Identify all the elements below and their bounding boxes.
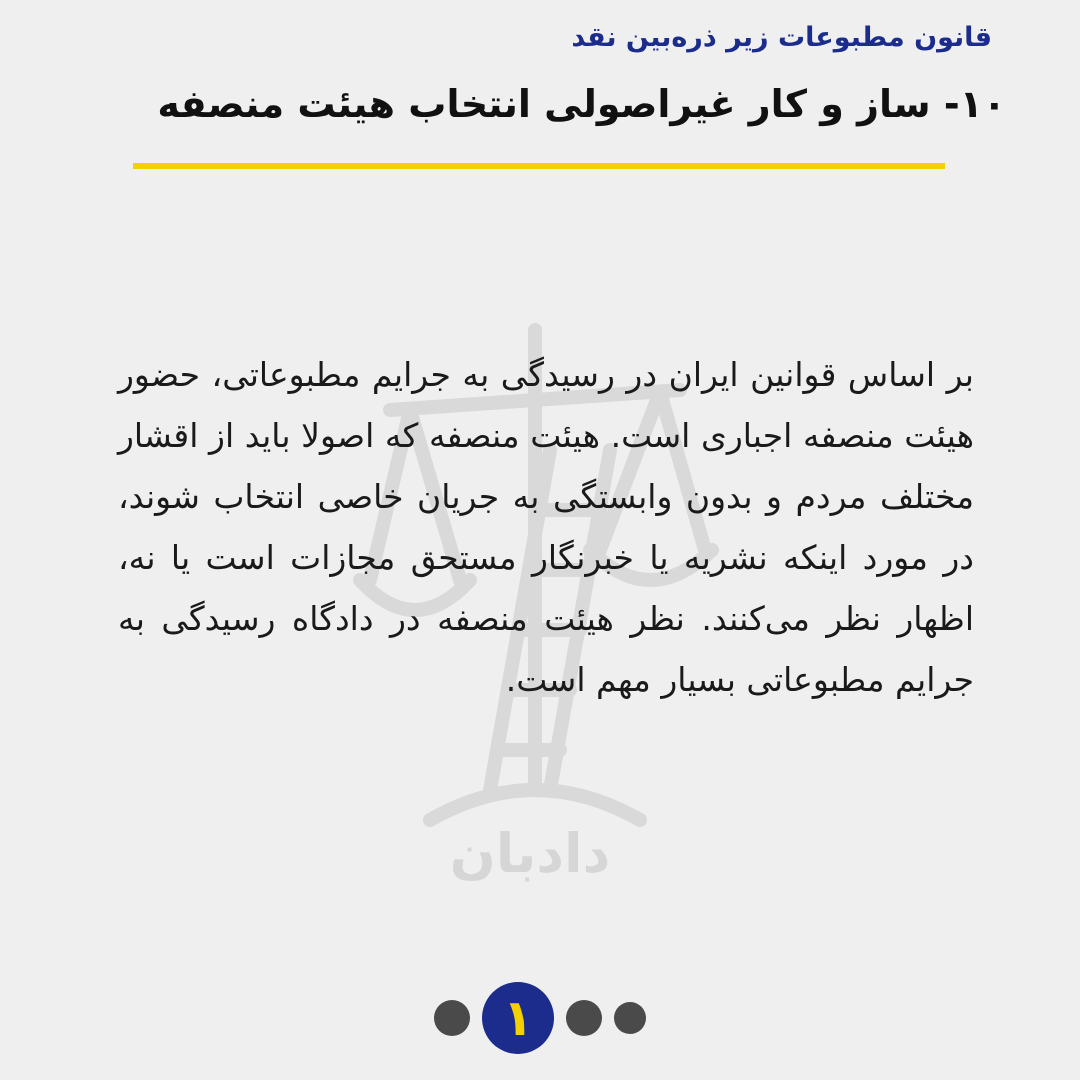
- body-paragraph: بر اساس قوانین ایران در رسیدگی به جرایم مطبوعاتی، حضور هیئت منصفه اجباری است. هیئت منصفه که اصولا باید از اقشار مختلف مردم و بدون وابستگی به جریان خاصی انتخاب شوند، در مورد اینکه نشریه یا خبرنگار مستحق مجازات است یا نه، اظهار نظر می‌کنند. نظر هیئت منصفه در دادگاه رسیدگی به جرایم مطبوعاتی بسیار مهم است.: [118, 355, 974, 699]
- title-divider: [133, 163, 945, 169]
- page-dot[interactable]: [566, 1000, 602, 1036]
- series-title: قانون مطبوعات زیر ذره‌بین نقد: [571, 22, 992, 53]
- page-title: ۱۰- ساز و کار غیراصولی انتخاب هیئت منصفه: [157, 82, 1006, 126]
- watermark-logo-text: دادبان: [449, 822, 611, 885]
- page-dot[interactable]: [434, 1000, 470, 1036]
- page-dot-active[interactable]: ۱: [482, 982, 554, 1054]
- pagination: [0, 980, 1080, 1056]
- page-dot[interactable]: [614, 1002, 646, 1034]
